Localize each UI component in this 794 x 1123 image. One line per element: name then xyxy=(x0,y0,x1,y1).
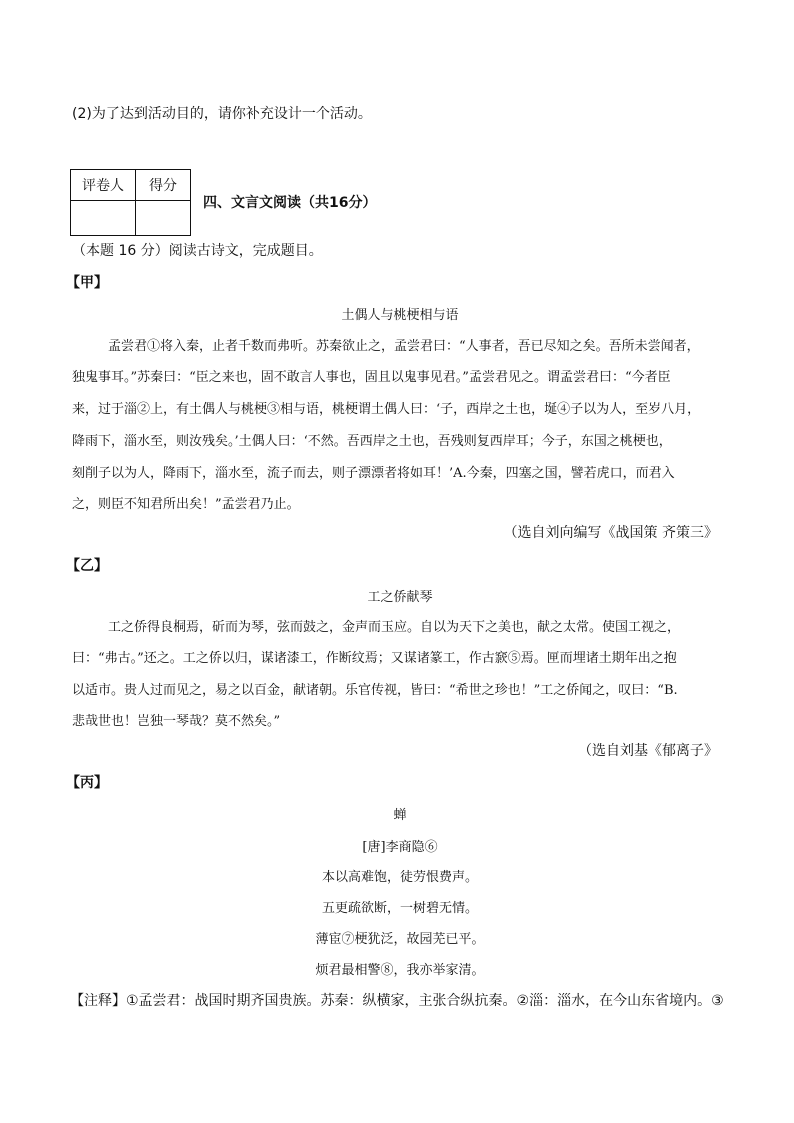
label-jia: 【甲】 xyxy=(66,275,108,291)
label-yi: 【乙】 xyxy=(66,558,108,574)
score-header-grader: 评卷人 xyxy=(71,170,136,201)
question-2-text: (2)为了达到活动目的，请你补充设计一个活动。 xyxy=(72,106,372,122)
jia-line-3: 来，过于淄②上，有土偶人与桃梗③相与语，桃梗谓土偶人曰：‘子，西岸之土也，埏④子以为人，至岁八月， xyxy=(72,402,701,417)
notes-text: 【注释】①孟尝君：战国时期齐国贵族。苏秦：纵横家，主张合纵抗秦。②淄：淄水，在今山东省境内。③ xyxy=(70,993,724,1009)
verse-3: 薄宦⑦梗犹泛，故园芜已平。 xyxy=(315,932,485,947)
score-cell[interactable] xyxy=(136,201,191,236)
section-title: 四、文言文阅读（共16分） xyxy=(203,195,377,211)
score-header-score: 得分 xyxy=(136,170,191,201)
label-bing: 【丙】 xyxy=(66,775,108,791)
title-bing: 蝉 xyxy=(393,808,407,823)
source-jia: （选自刘向编写《战国策 齐策三》 xyxy=(503,525,718,541)
yi-line-4: 悲哉世也！岂独一琴哉？莫不然矣。” xyxy=(72,714,281,729)
verse-4: 烦君最相警⑧，我亦举家清。 xyxy=(315,963,485,978)
yi-line-3: 以适市。贵人过而见之，易之以百金，献诸朝。乐官传视，皆曰：“希世之珍也！”工之侨闻之，叹曰：“B. xyxy=(72,683,678,698)
jia-line-6: 之，则臣不知君所出矣！”孟尝君乃止。 xyxy=(72,497,300,512)
author-bing: [唐]李商隐⑥ xyxy=(362,840,438,855)
yi-line-1: 工之侨得良桐焉，斫而为琴，弦而鼓之，金声而玉应。自以为天下之美也，献之太常。使国工视之， xyxy=(108,620,681,635)
verse-1: 本以高难饱，徒劳恨费声。 xyxy=(321,870,478,885)
title-yi: 工之侨献琴 xyxy=(367,590,433,605)
title-jia: 土偶人与桃梗相与语 xyxy=(341,308,459,323)
score-table xyxy=(70,169,191,236)
jia-line-4: 降雨下，淄水至，则汝残矣。’土偶人曰：‘不然。吾西岸之土也，吾残则复西岸耳；今子，东国之桃梗也， xyxy=(72,434,672,449)
source-yi: （选自刘基《郁离子》 xyxy=(578,743,718,759)
jia-line-5: 刻削子以为人，降雨下，淄水至，流子而去，则子漂漂者将如耳！’A.今秦，四塞之国，譬若虎口，而君入 xyxy=(72,466,675,481)
grader-cell[interactable] xyxy=(71,201,136,236)
jia-line-1: 孟尝君①将入秦，止者千数而弗听。苏秦欲止之，孟尝君曰：“人事者，吾已尽知之矣。吾所未尝闻者， xyxy=(108,339,700,354)
jia-line-2: 独鬼事耳。”苏秦曰：“臣之来也，固不敢言人事也，固且以鬼事见君。”孟尝君见之。谓孟尝君曰：“今者臣 xyxy=(72,370,671,385)
yi-line-2: 曰：“弗古。”还之。工之侨以归，谋诸漆工，作断纹焉；又谋诸篆工，作古窾⑤焉。匣而埋诸土期年出之抱 xyxy=(72,651,677,666)
intro-text: （本题 16 分）阅读古诗文，完成题目。 xyxy=(72,243,323,259)
verse-2: 五更疏欲断，一树碧无情。 xyxy=(321,901,478,916)
